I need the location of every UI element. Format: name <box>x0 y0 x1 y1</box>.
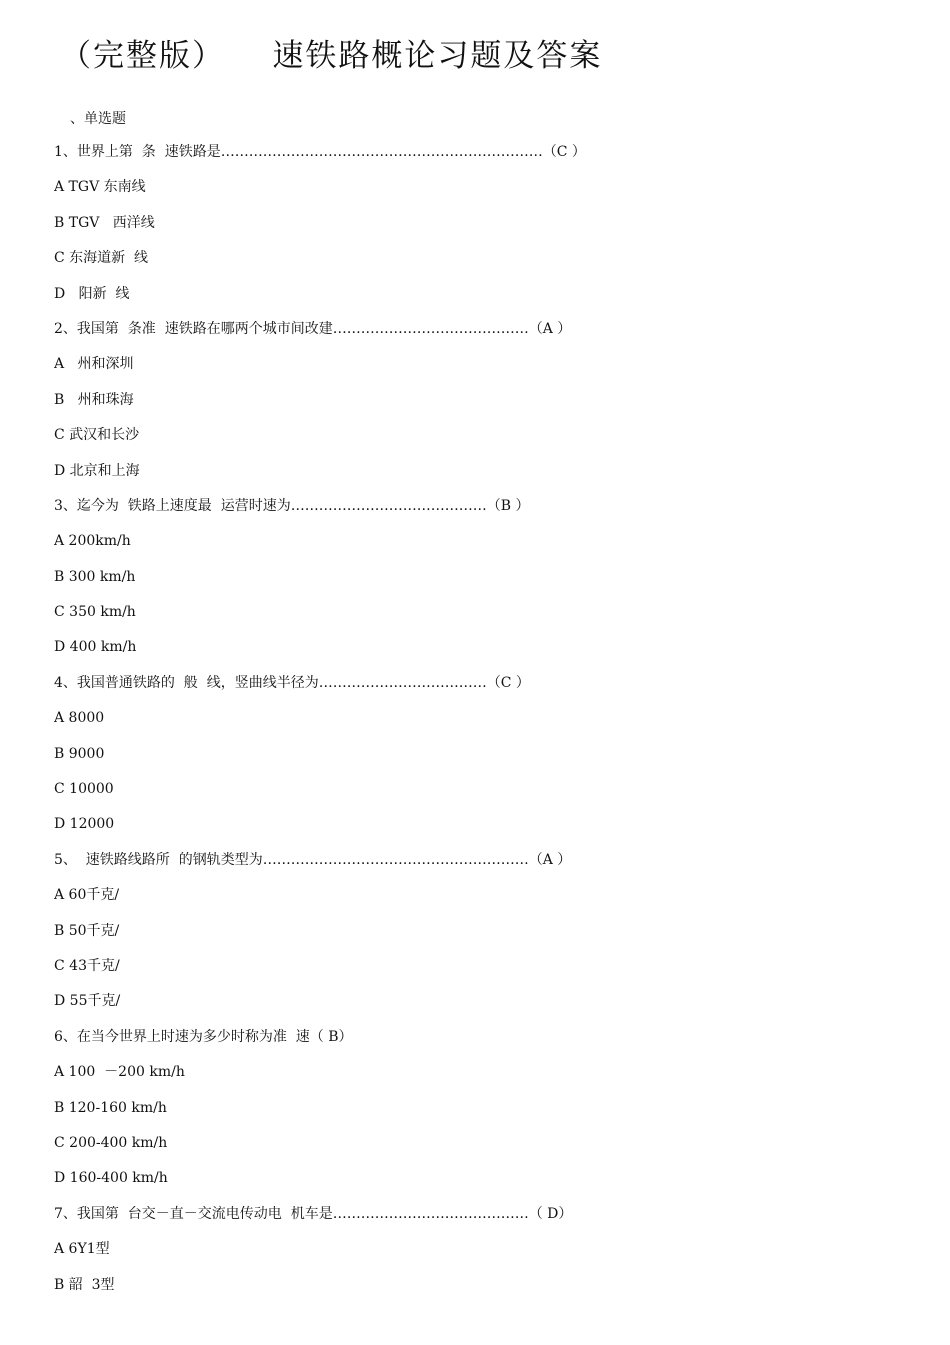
option-text: D 北京和上海 <box>54 462 140 479</box>
option-text: B 120-160 km/h <box>54 1099 167 1116</box>
option-text: C 350 km/h <box>54 604 136 621</box>
option-text: A 州和深圳 <box>54 356 134 373</box>
option-text: C 武汉和长沙 <box>54 427 140 444</box>
question-text: 4、我国普通铁路的 般 线，竖曲线半径为………………………………（C ） <box>54 674 530 691</box>
option-text: B 韶 3型 <box>54 1276 115 1293</box>
option-text: A 8000 <box>54 710 105 727</box>
option-text: D 160-400 km/h <box>54 1170 168 1187</box>
option-text: B TGV 西洋线 <box>54 214 155 231</box>
option-text: A 60千克/ <box>54 887 120 904</box>
option-text: A 200km/h <box>54 533 131 550</box>
option-text: A 100 －200 km/h <box>54 1064 185 1081</box>
question-text: 2、我国第 条准 速铁路在哪两个城市间改建……………………………………（A ） <box>54 320 572 337</box>
option-text: B 9000 <box>54 745 105 762</box>
option-text: D 阳新 线 <box>54 285 130 302</box>
option-text: D 12000 <box>54 816 115 833</box>
option-text: C 东海道新 线 <box>54 250 149 267</box>
option-text: B 300 km/h <box>54 568 136 585</box>
option-text: B 州和珠海 <box>54 391 134 408</box>
option-text: A TGV 东南线 <box>54 179 146 196</box>
option-text: C 200-400 km/h <box>54 1134 168 1151</box>
option-text: D 55千克/ <box>54 993 121 1010</box>
option-text: A 6Y1型 <box>54 1241 110 1258</box>
option-text: B 50千克/ <box>54 922 120 939</box>
section-heading: 、单选题 <box>70 111 126 127</box>
question-text: 5、 速铁路线路所 的钢轨类型为…………………………………………………（A ） <box>54 851 572 868</box>
question-list <box>54 143 934 1311</box>
option-text: C 10000 <box>54 781 114 798</box>
document-title: （完整版） 速铁路概论习题及答案 <box>60 38 603 74</box>
question-text: 3、迄今为 铁路上速度最 运营时速为……………………………………（B ） <box>54 497 530 514</box>
question-text: 7、我国第 台交－直－交流电传动电 机车是……………………………………（ D） <box>54 1205 573 1222</box>
option-text: C 43千克/ <box>54 957 120 974</box>
question-text: 6、在当今世界上时速为多少时称为准 速（ B） <box>54 1028 353 1045</box>
question-text: 1、世界上第 条 速铁路是……………………………………………………………（C ） <box>54 144 586 160</box>
option-text: D 400 km/h <box>54 639 137 656</box>
